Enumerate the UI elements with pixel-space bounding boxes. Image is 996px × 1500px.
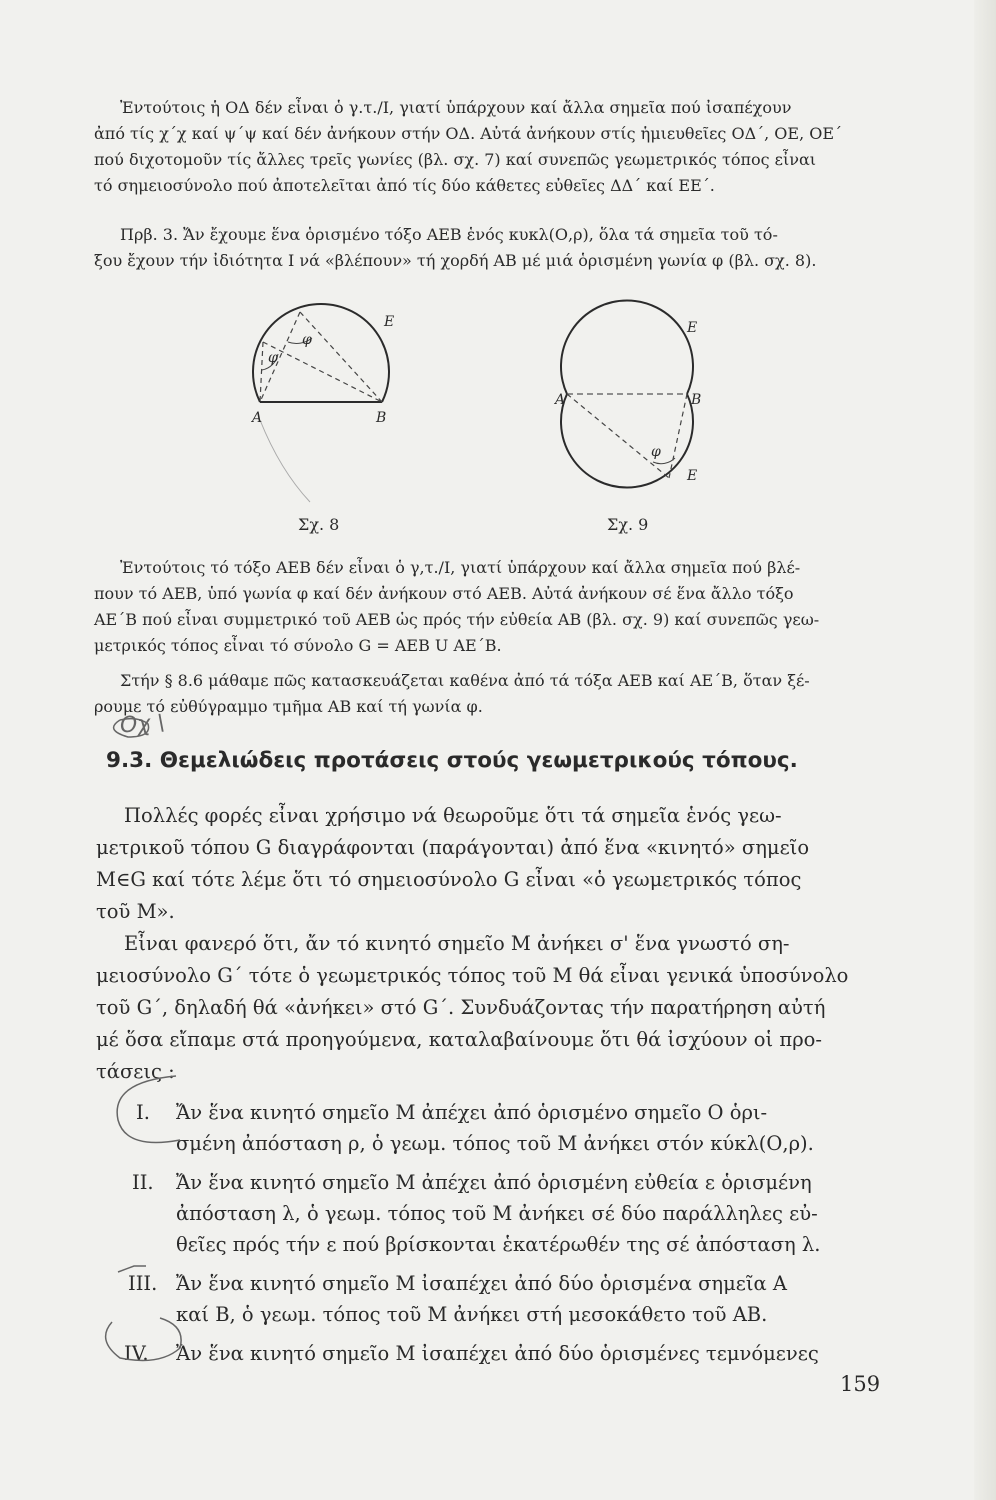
text-line: πού διχοτομοῦν τίς ἄλλες τρεῖς γωνίες (βλ. σχ. 7) καί συνεπῶς γεωμετρικός τόπος εἶναι: [94, 150, 817, 169]
text-line: ρουμε τό εὐθύγραμμο τμῆμα ΑΒ καί τή γωνία φ.: [94, 697, 483, 716]
text-line: ἀπό τίς χ΄χ καί ψ΄ψ καί δέν ἀνήκουν στήν ΟΔ. Αὐτά ἀνήκουν στίς ἡμιευθεῖες ΟΔ΄, ΟΕ, ΟΕ΄: [94, 124, 843, 143]
text-line: τάσεις :: [96, 1060, 175, 1083]
pencil-arrow: [118, 1266, 146, 1272]
section-heading: 9.3. Θεμελιώδεις προτάσεις στούς γεωμετρικούς τόπους.: [106, 748, 798, 773]
text-line: καί Β, ὁ γεωμ. τόπος τοῦ Μ ἀνήκει στή μεσοκάθετο τοῦ ΑΒ.: [176, 1303, 768, 1326]
text-line: Πολλές φορές εἶναι χρήσιμο νά θεωροῦμε ὅτι τά σημεῖα ἑνός γεω-: [124, 804, 782, 827]
label-a: A: [252, 410, 263, 426]
figure-8-caption: Σχ. 8: [298, 515, 340, 534]
page-number: 159: [840, 1372, 881, 1396]
proposition-number: Ι.: [136, 1101, 150, 1124]
label-e-prime: E: [687, 468, 698, 484]
text-line: Μ∈G καί τότε λέμε ὅτι τό σημειοσύνολο G εἶναι «ὁ γεωμετρικός τόπος: [96, 868, 802, 891]
text-line: Ἄν ἕνα κινητό σημεῖο Μ ἀπέχει ἀπό ὁρισμένο σημεῖο Ο ὁρι-: [176, 1101, 768, 1124]
proposition-number: ΙV.: [124, 1342, 149, 1365]
pencil-loop: [114, 719, 149, 737]
text-line: θεῖες πρός τήν ε πού βρίσκονται ἑκατέρωθέν της σέ ἀπόσταση λ.: [176, 1233, 821, 1256]
text-line: μέ ὅσα εἴπαμε στά προηγούμενα, καταλαβαίνουμε ὅτι θά ἰσχύουν οἱ προ-: [96, 1028, 823, 1051]
label-phi: φ: [302, 332, 312, 348]
text-line: τοῦ G΄, δηλαδή θά «ἀνήκει» στό G΄. Συνδυάζοντας τήν παρατήρηση αὐτή: [96, 996, 826, 1019]
text-line: Ἐντούτοις ἡ ΟΔ δέν εἶναι ὁ γ.τ./Ι, γιατί ὑπάρχουν καί ἄλλα σημεῖα πού ἰσαπέχουν: [120, 98, 792, 117]
figure-9-caption: Σχ. 9: [607, 515, 649, 534]
text-line: Ἄν ἕνα κινητό σημεῖο Μ ἰσαπέχει ἀπό δύο ὁρισμένες τεμνόμενες: [176, 1342, 819, 1365]
text-line: πουν τό ΑΕΒ, ὑπό γωνία φ καί δέν ἀνήκουν στό ΑΕΒ. Αὐτά ἀνήκουν σέ ἕνα ἄλλο τόξο: [94, 584, 794, 603]
text-line: Εἶναι φανερό ὅτι, ἄν τό κινητό σημεῖο Μ ἀνήκει σ' ἕνα γνωστό ση-: [124, 932, 790, 955]
text-line: Πρβ. 3. Ἄν ἔχουμε ἕνα ὁρισμένο τόξο ΑΕΒ ἑνός κυκλ(Ο,ρ), ὅλα τά σημεῖα τοῦ τό-: [120, 225, 778, 244]
label-phi: φ: [651, 444, 661, 460]
label-b: B: [376, 410, 387, 426]
handwritten-note: Οχ \: [119, 710, 166, 739]
proposition-number: ΙΙ.: [132, 1171, 154, 1194]
text-line: μετρικοῦ τόπου G διαγράφονται (παράγονται) ἀπό ἕνα «κινητό» σημεῖο: [96, 836, 810, 859]
label-e: E: [384, 314, 395, 330]
text-line: Στήν § 8.6 μάθαμε πῶς κατασκευάζεται καθένα ἀπό τά τόξα ΑΕΒ καί ΑΕ΄Β, ὅταν ξέ-: [120, 671, 810, 690]
label-b: B: [691, 392, 702, 408]
text-line: Ἐντούτοις τό τόξο ΑΕΒ δέν εἶναι ὁ γ,τ./Ι, γιατί ὑπάρχουν καί ἄλλα σημεῖα πού βλέ-: [120, 558, 801, 577]
text-line: μετρικός τόπος εἶναι τό σύνολο G = ΑΕΒ U ΑΕ΄Β.: [94, 636, 502, 655]
text-line: τοῦ Μ».: [96, 900, 175, 923]
label-e: E: [687, 320, 698, 336]
text-line: μειοσύνολο G΄ τότε ὁ γεωμετρικός τόπος τοῦ Μ θά εἶναι γενικά ὑποσύνολο: [96, 964, 849, 987]
pencil-circle: [106, 1318, 182, 1360]
label-phi: φ: [268, 350, 278, 366]
text-line: τό σημειοσύνολο πού ἀποτελεῖται ἀπό τίς δύο κάθετες εὐθεῖες ΔΔ΄ καί ΕΕ΄.: [94, 176, 715, 195]
text-line: ἀπόσταση λ, ὁ γεωμ. τόπος τοῦ Μ ἀνήκει σέ δύο παράλληλες εὐ-: [176, 1202, 818, 1225]
text-line: Ἄν ἕνα κινητό σημεῖο Μ ἰσαπέχει ἀπό δύο ὁρισμένα σημεῖα Α: [176, 1272, 787, 1295]
text-line: ξου ἔχουν τήν ἰδιότητα Ι νά «βλέπουν» τή χορδή ΑΒ μέ μιά ὁρισμένη γωνία φ (βλ. σχ. 8).: [94, 251, 817, 270]
label-a: A: [555, 392, 566, 408]
text-line: Ἄν ἕνα κινητό σημεῖο Μ ἀπέχει ἀπό ὁρισμένη εὐθεία ε ὁρισμένη: [176, 1171, 812, 1194]
text-line: σμένη ἀπόσταση ρ, ὁ γεωμ. τόπος τοῦ Μ ἀνήκει στόν κύκλ(Ο,ρ).: [176, 1132, 814, 1155]
pencil-circle: [117, 1076, 180, 1143]
text-line: ΑΕ΄Β πού εἶναι συμμετρικό τοῦ ΑΕΒ ὡς πρός τήν εὐθεία ΑΒ (βλ. σχ. 9) καί συνεπῶς γεω-: [94, 610, 820, 629]
proposition-number: ΙΙΙ.: [128, 1272, 158, 1295]
